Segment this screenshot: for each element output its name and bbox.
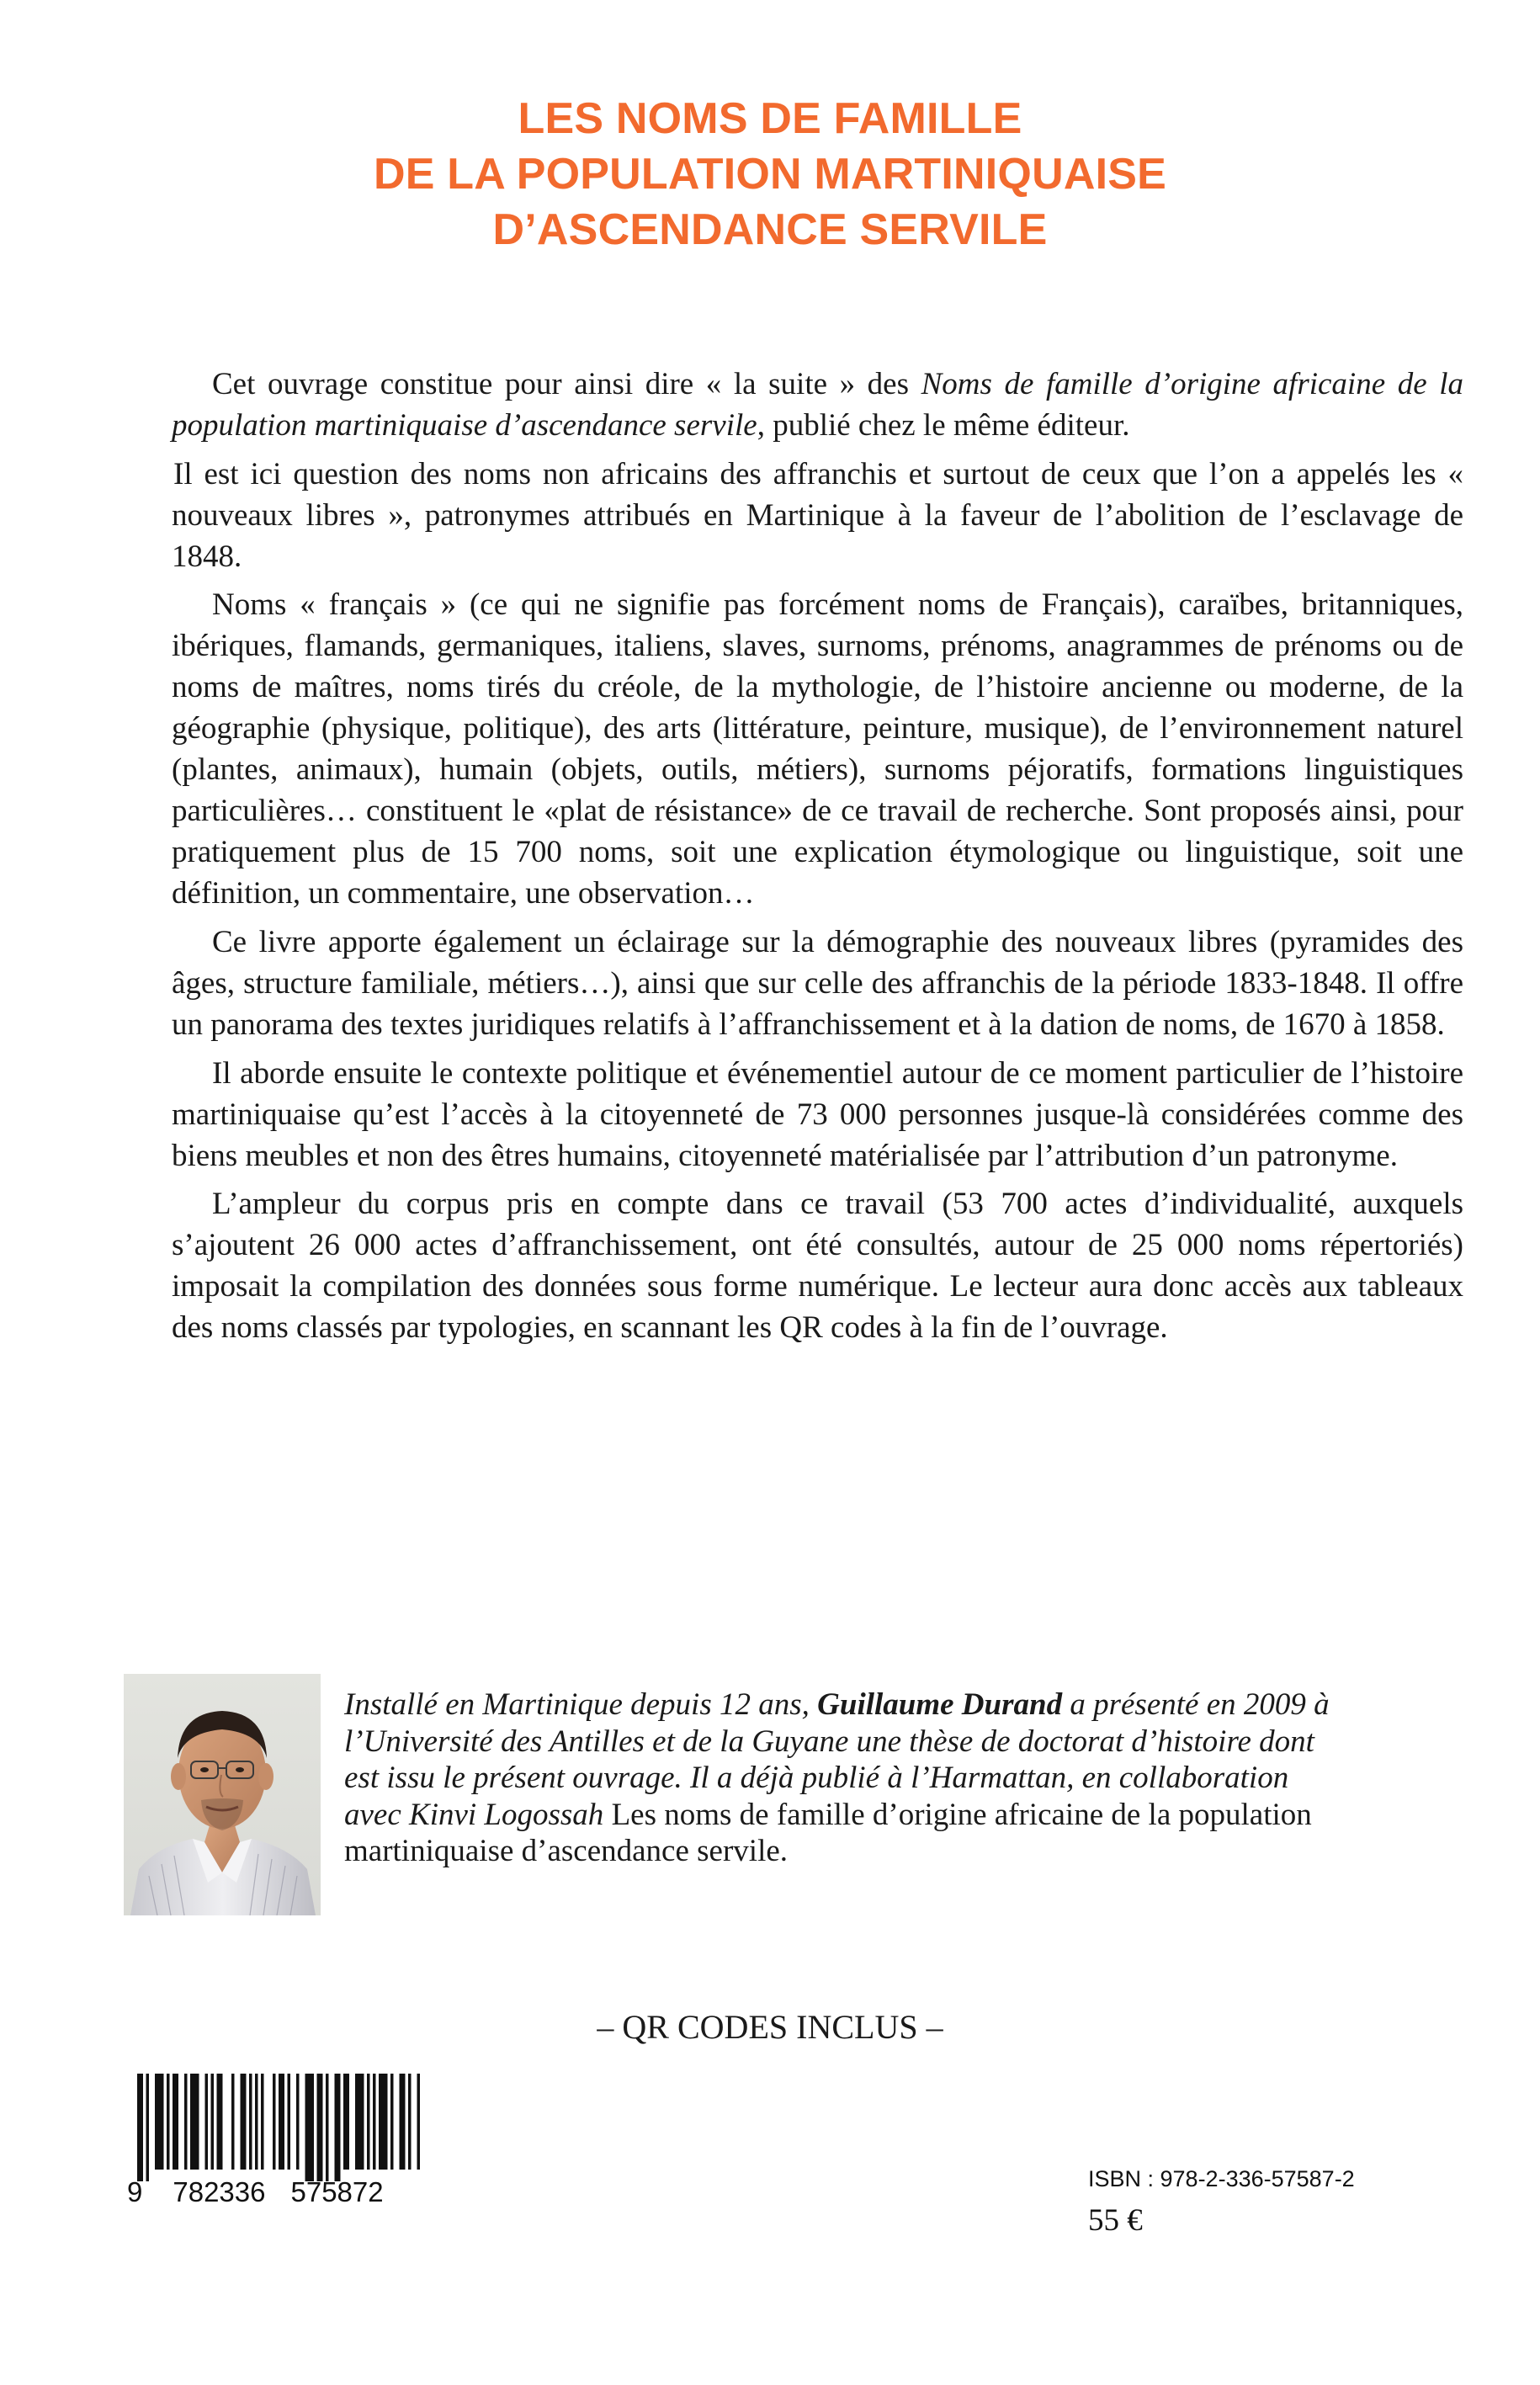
barcode-bar bbox=[137, 2074, 143, 2181]
bio-text: a présenté en 2009 à bbox=[1062, 1687, 1330, 1722]
summary-paragraph bbox=[172, 584, 1463, 914]
bio-text: Installé en Martinique depuis 12 ans, bbox=[344, 1687, 818, 1722]
barcode-bar bbox=[417, 2074, 421, 2170]
summary-text-run: Ce livre apporte également un éclairage sur la démographie des nouveaux libres (pyramides des âges, structure familiale, métiers…), ainsi que sur celle des affranchis de la période 1833-1848. Il offre un panorama des textes juridiques relatifs à l’affranchissement et à la dation de noms, de 1670 à 1858. bbox=[172, 925, 1463, 1043]
qr-codes-note: – QR CODES INCLUS – bbox=[597, 2008, 943, 2046]
barcode-bar bbox=[241, 2074, 247, 2170]
barcode-bar bbox=[288, 2074, 291, 2170]
barcode-bar bbox=[205, 2074, 209, 2170]
bio-line bbox=[344, 1686, 1463, 1724]
cited-title: Les noms de famille d’origine africaine de la population bbox=[611, 1797, 1312, 1832]
barcode-bar bbox=[373, 2074, 376, 2170]
barcode-bar bbox=[279, 2074, 284, 2170]
barcode-number bbox=[127, 2175, 384, 2209]
barcode-bar bbox=[155, 2074, 164, 2170]
summary-paragraph bbox=[172, 454, 1463, 577]
barcode-bar bbox=[261, 2074, 264, 2170]
barcode-bar bbox=[231, 2074, 235, 2170]
barcode-bar bbox=[317, 2074, 323, 2181]
summary-text-run: , publié chez le même éditeur. bbox=[757, 408, 1130, 443]
price: 55 € bbox=[1088, 2203, 1143, 2238]
bio-line: martiniquaise d’ascendance servile. bbox=[344, 1834, 789, 1869]
barcode-bar bbox=[400, 2074, 406, 2170]
barcode-bar bbox=[326, 2074, 329, 2181]
title-line: DE LA POPULATION MARTINIQUAISE bbox=[374, 150, 1166, 199]
barcode-bar bbox=[190, 2074, 199, 2170]
summary-text-run: L’ampleur du corpus pris en compte dans ce travail (53 700 actes d’individualité, auxquels s’ajoutent 26 000 actes d’affranchissement, ont été consultés, autour de 25 000 noms répertoriés) imposait la compilation des données sous forme numérique. Le lecteur aura donc accès aux tableaux des noms classés par typologies, en scannant les QR codes à la fin de l’ouvrage. bbox=[172, 1187, 1463, 1346]
summary-text-run: Cet ouvrage constitue pour ainsi dire « la suite » des bbox=[212, 367, 921, 401]
author-bio bbox=[344, 1686, 1463, 1870]
summary-paragraph bbox=[172, 1053, 1463, 1177]
barcode-bar bbox=[335, 2074, 341, 2181]
author-photo bbox=[124, 1674, 321, 1915]
author-name: Guillaume Durand bbox=[817, 1687, 1063, 1722]
title-line: D’ASCENDANCE SERVILE bbox=[492, 205, 1048, 254]
barcode-bar bbox=[296, 2074, 300, 2170]
barcode-digit-group: 782336 bbox=[173, 2176, 266, 2207]
summary-text bbox=[172, 364, 1463, 1356]
summary-text-run: Il est ici question des noms non africains des affranchis et surtout de ceux que l’on a appelés les « nouveaux libres », patronymes attribués en Martinique à la faveur de l’abolition de l’esclavage de 1848. bbox=[172, 456, 1463, 574]
barcode-bar bbox=[367, 2074, 370, 2170]
bio-line bbox=[344, 1797, 1463, 1834]
barcode-bar bbox=[211, 2074, 215, 2170]
barcode-bar bbox=[343, 2074, 349, 2170]
barcode-bar bbox=[408, 2074, 412, 2170]
barcode-digit-group: 575872 bbox=[290, 2176, 384, 2207]
cited-title: Noms de famille d’origine africaine de la population martiniquaise d’ascendance servile bbox=[172, 367, 1463, 443]
barcode-bar bbox=[355, 2074, 364, 2170]
bio-text: avec Kinvi Logossah bbox=[344, 1797, 612, 1832]
barcode-bar bbox=[305, 2074, 315, 2181]
barcode-digit-group: 9 bbox=[127, 2176, 143, 2207]
isbn: ISBN : 978-2-336-57587-2 bbox=[1088, 2166, 1355, 2191]
barcode-bar bbox=[173, 2074, 178, 2170]
book-title bbox=[0, 91, 1540, 258]
barcode-bar bbox=[184, 2074, 188, 2170]
barcode-bar bbox=[379, 2074, 388, 2170]
barcode-bar bbox=[255, 2074, 258, 2170]
barcode-bar bbox=[167, 2074, 170, 2170]
summary-paragraph bbox=[172, 922, 1463, 1045]
bio-line: l’Université des Antilles et de la Guyane une thèse de doctorat d’histoire dont bbox=[344, 1724, 1314, 1759]
barcode-icon bbox=[130, 2074, 421, 2181]
barcode-bar bbox=[217, 2074, 223, 2170]
barcode-bar bbox=[146, 2074, 150, 2181]
summary-paragraph bbox=[172, 364, 1463, 446]
title-line: LES NOMS DE FAMILLE bbox=[518, 94, 1022, 143]
barcode-bar bbox=[249, 2074, 252, 2170]
barcode-bar bbox=[273, 2074, 276, 2170]
barcode-bar bbox=[390, 2074, 394, 2170]
bio-line: est issu le présent ouvrage. Il a déjà publié à l’Harmattan, en collaboration bbox=[344, 1761, 1289, 1796]
summary-text-run: Il aborde ensuite le contexte politique et événementiel autour de ce moment particulier de l’histoire martiniquaise qu’est l’accès à la citoyenneté de 73 000 personnes jusque-là considérées comme des biens meubles et non des êtres humains, citoyenneté matérialisée par l’attribution d’un patronyme. bbox=[172, 1055, 1463, 1173]
summary-text-run: Noms « français » (ce qui ne signifie pas forcément noms de Français), caraïbes, britanniques, ibériques, flamands, germaniques, italiens, slaves, surnoms, prénoms, anagrammes de prénoms ou de noms de maîtres, noms tirés du créole, de la mythologie, de l’histoire ancienne ou moderne, de la géographie (physique, politique), des arts (littérature, peinture, musique), de l’environnement naturel (plantes, animaux), humain (objets, outils, métiers), surnoms péjoratifs, formations linguistiques particulières… constituent le «plat de résistance» de ce travail de recherche. Sont proposés ainsi, pour pratiquement plus de 15 700 noms, soit une explication étymologique ou linguistique, soit une définition, un commentaire, une observation… bbox=[172, 587, 1463, 911]
summary-paragraph bbox=[172, 1183, 1463, 1348]
